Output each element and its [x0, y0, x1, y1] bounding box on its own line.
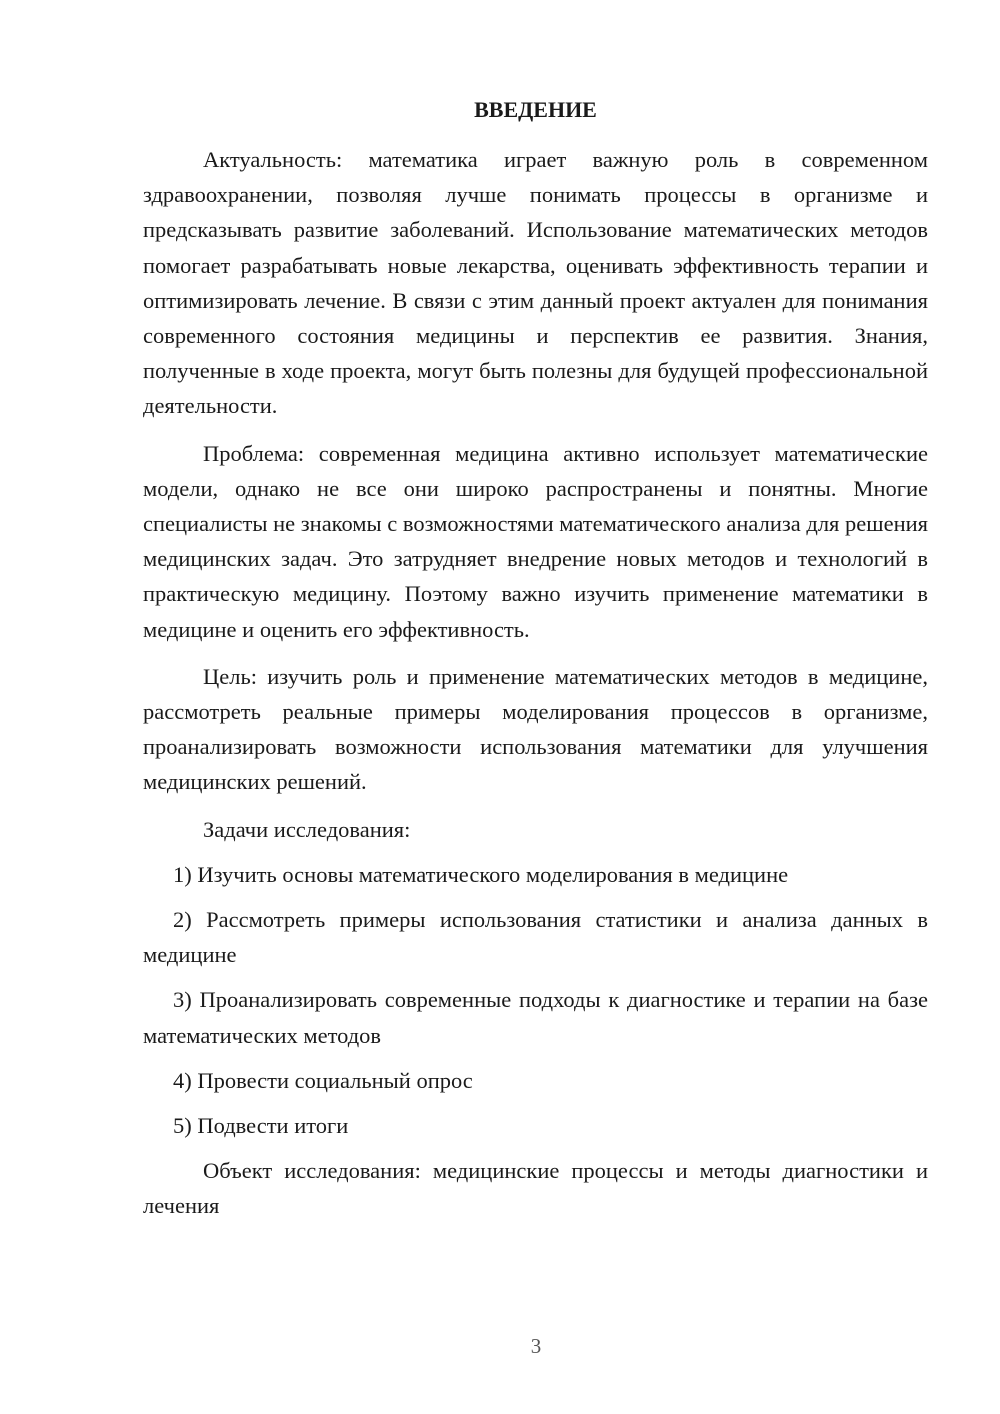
task-item: 1) Изучить основы математического моделирования в медицине [173, 861, 789, 887]
relevance-paragraph: Актуальность: математика играет важную роль в современном здравоохранении, позволяя лучше понимать процессы в организме и предсказывать развитие заболеваний. Использование математических методов помогает разрабатывать новые лекарства, оценивать эффективность терапии и оптимизировать лечение. В связи с этим данный проект актуален для понимания современного состояния медицины и перспектив ее развития. Знания, полученные в ходе проекта, могут быть полезны для будущей профессиональной деятельности. [143, 147, 928, 419]
task-item: 3) Проанализировать современные подходы к диагностике и терапии на базе математических методов [143, 987, 928, 1048]
page-number: 3 [530, 1334, 542, 1358]
goal-paragraph: Цель: изучить роль и применение математических методов в медицине, рассмотреть реальные примеры моделирования процессов в организме, проанализировать возможности использования математики для улучшения медицинских решений. [143, 663, 928, 795]
task-item: 2) Рассмотреть примеры использования статистики и анализа данных в медицине [143, 907, 928, 968]
page-content [143, 92, 928, 1224]
task-item: 5) Подвести итоги [173, 1113, 349, 1139]
tasks-heading: Задачи исследования: [203, 816, 411, 842]
problem-paragraph: Проблема: современная медицина активно использует математические модели, однако не все они широко распространены и понятны. Многие специалисты не знакомы с возможностями математического анализа для решения медицинских задач. Это затрудняет внедрение новых методов и технологий в практическую медицину. Поэтому важно изучить применение математики в медицине и оценить его эффективность. [143, 440, 928, 642]
section-title: ВВЕДЕНИЕ [474, 97, 597, 122]
object-paragraph: Объект исследования: медицинские процессы и методы диагностики и лечения [143, 1158, 928, 1219]
task-item: 4) Провести социальный опрос [173, 1067, 473, 1093]
tasks-list [143, 857, 928, 1143]
